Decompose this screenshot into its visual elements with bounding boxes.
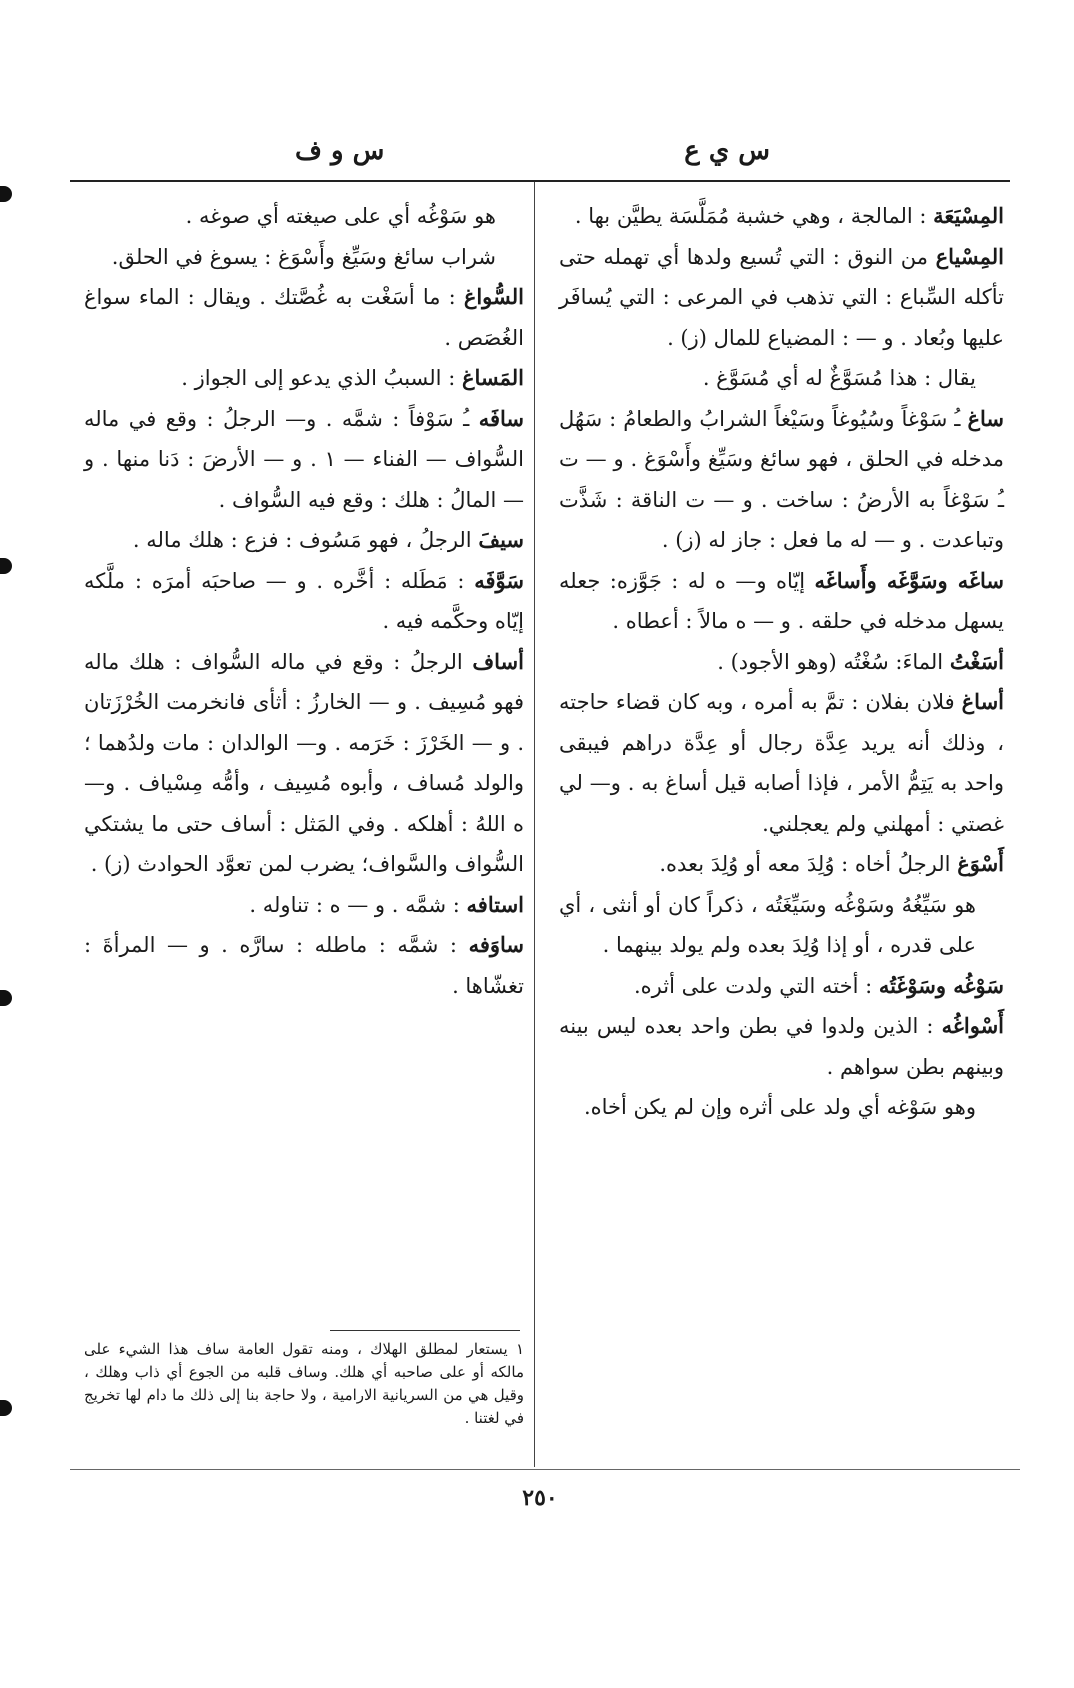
entry-definition: الماءَ: سُغْتُه (وهو الأجود) . <box>717 649 950 674</box>
entry-headword: سيفَ <box>478 527 524 552</box>
dictionary-entry <box>559 642 1004 683</box>
dictionary-entry <box>559 399 1004 561</box>
entry-definition: ـُ سَوْغاً وسُيُوغاً وسَيْغاً الشرابُ والطعامُ : سَهُل مدخله في الحلق ، فهو سائغ وسَيِّغ وأَسْوَغ . و — ت ـُ سَوْغاً به الأرضُ : ساخت . و — ت الناقة : شَذَّت وتباعدت . و — له ما فعل : جاز له (ز) . <box>559 406 1004 552</box>
dictionary-entry <box>84 277 524 358</box>
dictionary-entry <box>84 642 524 885</box>
dictionary-entry <box>559 358 1004 399</box>
entry-definition: : السببُ الذي يدعو إلى الجواز . <box>181 366 462 390</box>
entry-headword: المَساغ <box>461 365 524 390</box>
entry-definition: : شمَّه : ماطله : سارَّه . و — المرأةَ : تغشّاها . <box>84 933 524 998</box>
entry-headword: أَسْواغُه <box>941 1013 1004 1038</box>
entry-definition: : شمَّه . و — ه : تناوله . <box>249 892 467 917</box>
entry-definition: إيّاه و— ه له : جَوَّزه: جعله يسهل مدخله في حلقه . و — ه مالاً : أعطاه . <box>559 568 1004 633</box>
entry-headword: المِسْياع <box>935 243 1004 269</box>
binding-mark <box>0 186 12 202</box>
dictionary-entry <box>84 196 524 237</box>
dictionary-entry <box>559 885 1004 966</box>
dictionary-entry <box>84 925 524 1006</box>
right-column-root-heading: س ي ع <box>684 136 770 166</box>
binding-mark <box>0 558 12 574</box>
entry-definition: الرجلُ ، فهو مَسُوف : فزع : هلك ماله . <box>132 528 479 552</box>
footnote: ١ يستعار لمطلق الهلاك ، ومنه تقول العامة ساف هذا الشيء على مالكه أو على صاحبه أي هلك. وساف قلبه من الجوع أي ذاب وهلك ، وقيل هي من السريانية الارامية ، ولا حاجة بنا إلى ذلك ما دام لها تخريج في لغتنا . <box>84 1340 524 1427</box>
entry-definition: هو سَوْغُه أي على صيغته أي صوغه . <box>185 204 496 228</box>
dictionary-entry <box>559 196 1004 237</box>
entry-headword: ساوَفه <box>468 932 524 957</box>
entry-definition: الرجلُ أخاه : وُلِدَ معه أو وُلِدَ بعده. <box>659 852 958 876</box>
entry-definition: فلان بفلان : تمَّ به أمره ، وبه كان قضاء حاجته ، وذلك أنه يريد عِدَّة رجال أو عِدَّة دراهم فيبقى واحد به يَتِمُّ الأمر ، فإذا أصابه قيل أساغ به . و— لي غصتي : أمهلني ولم يعجلني. <box>559 690 1004 836</box>
entry-headword: ساغَه وسَوَّغَه وأَساغَه <box>814 567 1004 593</box>
dictionary-entry <box>559 561 1004 642</box>
dictionary-entry <box>559 844 1004 885</box>
entry-headword: استافه <box>466 891 524 917</box>
page-header <box>70 136 1005 176</box>
entry-definition: : ما أسَغْت به غُصَّتك . ويقال : الماء سواغ الغُصَص . <box>84 285 524 350</box>
entry-definition: : أخته التي ولدت على أثره. <box>633 973 879 998</box>
footer-rule <box>70 1469 1020 1470</box>
entry-definition: ـُ سَوْفاً : شمَّه . و— الرجلُ : وقع في ماله السُّواف — الفناء — ١ . و — الأرضَ : دَنا منها . و — المالُ : هلك : وقع فيه السُّواف . <box>84 406 524 512</box>
dictionary-entry <box>559 1006 1004 1087</box>
entry-headword: أساف <box>472 648 524 674</box>
binding-mark <box>0 1400 12 1416</box>
entry-definition: هو سَيِّغُهُ وسَوْغُه وسَيِّغَتُه ، ذكراً كان أو أنثى ، أي على قدره ، أو إذا وُلِدَ بعده ولم يولد بينهما . <box>559 892 976 957</box>
entry-definition: يقال : هذا مُسَوَّغٌ له أي مُسَوَّغ . <box>702 366 976 390</box>
right-column <box>559 196 1004 1128</box>
entry-headword: ساغ <box>967 405 1004 431</box>
entry-headword: سَوْغُه وسَوْغَتُه <box>878 972 1004 998</box>
entry-headword: أَسْوَغ <box>957 851 1004 876</box>
entry-headword: أسَغْتُ <box>949 648 1004 674</box>
entry-definition: : الذين ولدوا في بطن واحد بعده ليس بينه وبينهم بطن سواهم . <box>559 1014 1004 1079</box>
entry-headword: سافَه <box>478 405 524 431</box>
dictionary-entry <box>84 885 524 926</box>
dictionary-entry <box>84 520 524 561</box>
entry-definition: وهو سَوْغه أي ولد على أثره وإن لم يكن أخاه. <box>583 1095 976 1119</box>
entry-headword: سَوَّفَه <box>474 567 524 593</box>
entry-definition: الرجلُ : وقع في ماله السُّواف : هلك ماله فهو مُسِيف . و — الخارزُ : أثأى فانخرمت الخُرْزَتان . و — الخَرْزَ : خَرَمه . و— الوالدان : مات ولدُهما ؛ والولد مُساف ، وأبوه مُسِيف ، وأمُّه مِسْياف . و— ه اللهُ : أهلكه . وفي المَثل : أساف حتى ما يشتكي السُّواف والسَّواف؛ يضرب لمن تعوَّد الحوادث (ز) . <box>84 649 524 876</box>
left-column <box>84 196 524 1006</box>
dictionary-entry <box>559 682 1004 844</box>
footnote-rule <box>330 1330 520 1331</box>
left-column-root-heading: س و ف <box>295 136 385 166</box>
dictionary-entry <box>84 399 524 521</box>
entry-definition: من النوق : التي تُسيع ولدها أي تهمله حتى تأكله السِّباع : التي تذهب في المرعى : التي يُسافَر عليها وبُعاد . و — : المضياع للمال (ز) . <box>559 244 1004 350</box>
entry-headword: السُّواغ <box>463 284 524 309</box>
column-divider <box>534 182 535 1467</box>
header-rule <box>70 180 1010 182</box>
entry-headword: أساغ <box>961 689 1004 714</box>
dictionary-entry <box>84 561 524 642</box>
dictionary-entry <box>84 358 524 399</box>
binding-mark <box>0 990 12 1006</box>
entry-definition: : المالجة ، وهي خشبة مُمَلَّسَة يطيَّن بها . <box>574 204 934 228</box>
entry-headword: المِسْيَعَة <box>933 203 1004 228</box>
dictionary-entry <box>559 966 1004 1007</box>
dictionary-entry <box>559 1087 1004 1128</box>
entry-definition: : مَطَله : أخَّره . و — صاحبَه أمرَه : ملَّكه إيّاه وحكَّمه فيه . <box>84 568 524 633</box>
dictionary-entry <box>84 237 524 278</box>
dictionary-entry <box>559 237 1004 359</box>
entry-definition: شراب سائغ وسَيِّغ وأَسْوَغ : يسوغ في الحلق. <box>111 244 496 269</box>
page-number: ٢٥٠ <box>522 1485 558 1511</box>
